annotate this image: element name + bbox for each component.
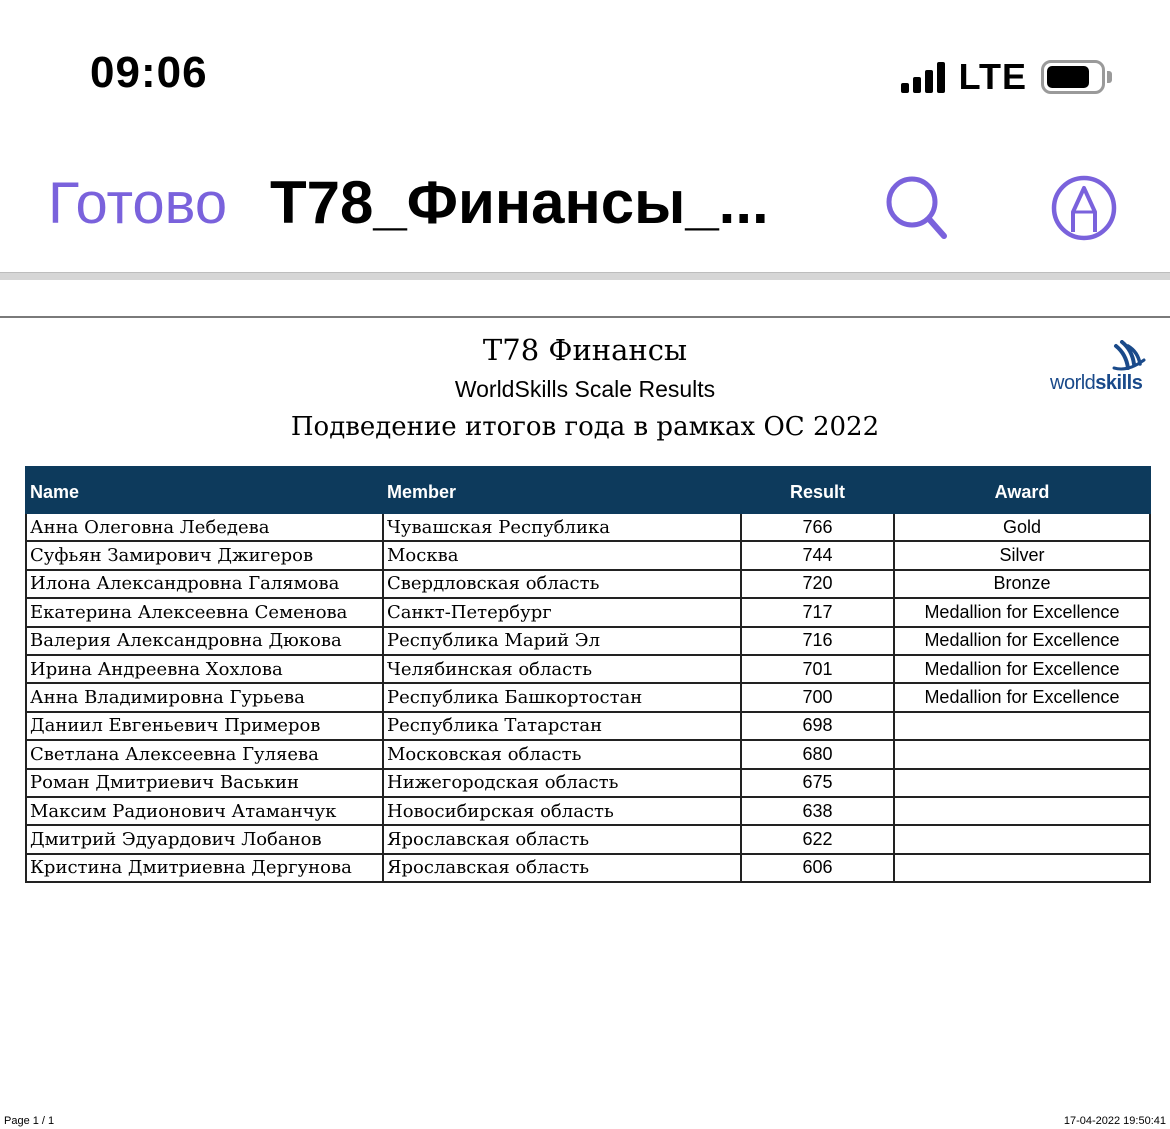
cell-member: Москва	[383, 541, 741, 569]
battery-icon	[1041, 60, 1112, 94]
cell-name: Илона Александровна Галямова	[26, 570, 383, 598]
cell-result: 675	[741, 769, 894, 797]
cell-member: Ярославская область	[383, 854, 741, 882]
cell-award	[894, 769, 1150, 797]
markup-pen-icon	[1050, 174, 1118, 242]
cell-award: Medallion for Excellence	[894, 655, 1150, 683]
report-title: T78 Финансы	[482, 333, 688, 367]
cell-award	[894, 854, 1150, 882]
cell-result: 698	[741, 712, 894, 740]
status-time: 09:06	[90, 48, 208, 97]
cell-member: Свердловская область	[383, 570, 741, 598]
cell-result: 606	[741, 854, 894, 882]
table-row	[26, 655, 1150, 683]
cell-name: Ирина Андреевна Хохлова	[26, 655, 383, 683]
cell-award: Silver	[894, 541, 1150, 569]
cell-member: Челябинская область	[383, 655, 741, 683]
table-header-row	[26, 467, 1150, 513]
cell-result: 717	[741, 598, 894, 626]
report-subtitle: WorldSkills Scale Results	[454, 376, 716, 402]
print-timestamp: 17-04-2022 19:50:41	[1063, 1115, 1166, 1127]
cell-result: 680	[741, 740, 894, 768]
signal-strength-icon	[901, 61, 945, 93]
cell-member: Республика Татарстан	[383, 712, 741, 740]
page-number: Page 1 / 1	[4, 1115, 55, 1127]
cell-name: Даниил Евгеньевич Примеров	[26, 712, 383, 740]
cell-award: Bronze	[894, 570, 1150, 598]
cell-result: 622	[741, 825, 894, 853]
worldskills-logo-icon	[1050, 340, 1150, 374]
table-row	[26, 541, 1150, 569]
cell-name: Кристина Дмитриевна Дергунова	[26, 854, 383, 882]
table-row	[26, 769, 1150, 797]
table-row	[26, 570, 1150, 598]
cell-name: Суфьян Замирович Джигеров	[26, 541, 383, 569]
cell-name: Валерия Александровна Дюкова	[26, 627, 383, 655]
column-header-name: Name	[26, 467, 383, 513]
worldskills-logo	[1050, 340, 1150, 396]
cell-award	[894, 797, 1150, 825]
search-button[interactable]	[882, 174, 950, 242]
cell-name: Светлана Алексеевна Гуляева	[26, 740, 383, 768]
cell-result: 716	[741, 627, 894, 655]
table-row	[26, 598, 1150, 626]
cell-award	[894, 740, 1150, 768]
cell-name: Максим Радионович Атаманчук	[26, 797, 383, 825]
table-row	[26, 825, 1150, 853]
cell-member: Новосибирская область	[383, 797, 741, 825]
cell-member: Санкт-Петербург	[383, 598, 741, 626]
cell-name: Анна Владимировна Гурьева	[26, 683, 383, 711]
cell-result: 638	[741, 797, 894, 825]
table-row	[26, 854, 1150, 882]
column-header-result: Result	[741, 467, 894, 513]
cell-award: Medallion for Excellence	[894, 598, 1150, 626]
cell-name: Роман Дмитриевич Васькин	[26, 769, 383, 797]
cell-member: Нижегородская область	[383, 769, 741, 797]
cell-name: Дмитрий Эдуардович Лобанов	[26, 825, 383, 853]
cell-award	[894, 825, 1150, 853]
column-header-member: Member	[383, 467, 741, 513]
done-button[interactable]: Готово	[48, 171, 228, 236]
table-row	[26, 712, 1150, 740]
table-row	[26, 797, 1150, 825]
cell-award: Medallion for Excellence	[894, 627, 1150, 655]
cell-result: 700	[741, 683, 894, 711]
cell-result: 744	[741, 541, 894, 569]
cell-member: Ярославская область	[383, 825, 741, 853]
search-icon	[882, 174, 950, 242]
cell-result: 766	[741, 513, 894, 541]
cell-member: Республика Марий Эл	[383, 627, 741, 655]
report-heading: Подведение итогов года в рамках ОС 2022	[290, 412, 880, 442]
column-header-award: Award	[894, 467, 1150, 513]
cell-name: Анна Олеговна Лебедева	[26, 513, 383, 541]
cell-member: Республика Башкортостан	[383, 683, 741, 711]
cell-member: Московская область	[383, 740, 741, 768]
table-row	[26, 513, 1150, 541]
cell-award: Medallion for Excellence	[894, 683, 1150, 711]
toolbar-divider	[0, 272, 1170, 280]
cell-award: Gold	[894, 513, 1150, 541]
table-row	[26, 627, 1150, 655]
page-top-border	[0, 316, 1170, 318]
network-type: LTE	[958, 56, 1027, 97]
table-row	[26, 683, 1150, 711]
cell-result: 720	[741, 570, 894, 598]
cell-result: 701	[741, 655, 894, 683]
cell-award	[894, 712, 1150, 740]
worldskills-logo-text: worldskills	[1050, 372, 1143, 394]
cell-name: Екатерина Алексеевна Семенова	[26, 598, 383, 626]
results-table	[25, 466, 1151, 883]
table-row	[26, 740, 1150, 768]
cell-member: Чувашская Республика	[383, 513, 741, 541]
document-title: T78_Финансы_...	[270, 169, 769, 236]
status-indicators	[901, 56, 1112, 98]
markup-button[interactable]	[1050, 174, 1118, 242]
